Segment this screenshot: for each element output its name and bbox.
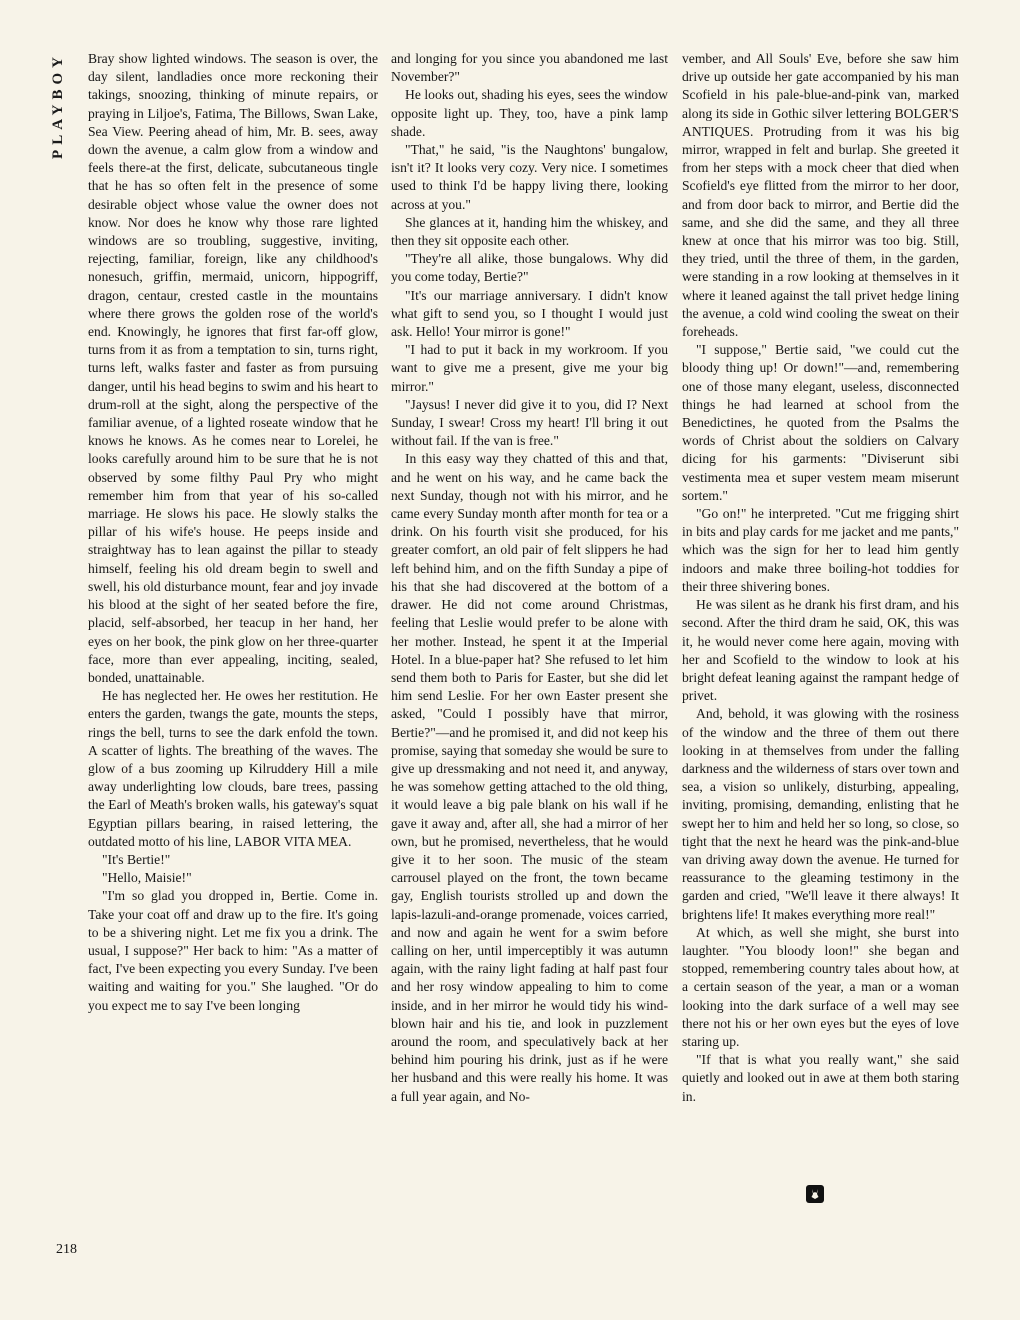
paragraph: "Go on!" he interpreted. "Cut me frigging shirt in bits and play cards for me jacket and me pants," which was the sign for her to lead him gently indoors and make three boiling-hot toddies for their three shivering bones. [682, 506, 959, 594]
paragraph: "They're all alike, those bungalows. Why did you come today, Bertie?" [391, 251, 668, 285]
paragraph: "It's our marriage anniversary. I didn't know what gift to send you, so I thought I would just ask. Hello! Your mirror is gone!" [391, 287, 668, 340]
paragraph: He looks out, shading his eyes, sees the window opposite light up. They, too, have a pink lamp shade. [391, 87, 668, 139]
paragraph: "I had to put it back in my workroom. If you want to give me a present, give me your big mirror." [391, 342, 668, 394]
magazine-name-vertical: PLAYBOY [50, 52, 66, 159]
paragraph: "I suppose," Bertie said, "we could cut the bloody thing up! Or down!"—and, remembering one of those many elegant, useless, disconnected things he had learned at school from the Benedictines, he quoted from the Psalms the words of Christ about the soldiers on Calvary dicing for his garments: "Diviserunt sibi vestimenta mea et super vestem meam miserunt sortem." [682, 342, 959, 503]
paragraph: "That," he said, "is the Naughtons' bungalow, isn't it? It looks very cozy. Very nice. I sometimes used to think I'd be happy living there, looking across at you." [391, 142, 668, 212]
paragraph: "Hello, Maisie!" [102, 870, 192, 886]
paragraph: "I'm so glad you dropped in, Bertie. Come in. Take your coat off and draw up to the fire. It's going to be a shivering night. Let me fix you a drink. The usual, I suppose?" Her back to him: "As a matter of fact, I've been expecting you every Sunday. I've been waiting and waiting for you." She laughed. "Or do you expect me to say I've been longing [88, 888, 378, 1013]
paragraph: She glances at it, handing him the whiskey, and then they sit opposite each other. [391, 214, 668, 249]
paragraph: vember, and All Souls' Eve, before she saw him drive up outside her gate accompanied by his man Scofield in his pale-blue-and-pink van, marked along its side in Gothic silver lettering BOLGER'S ANTIQUES. Protruding from it was his big mirror, wrapped in felt and burlap. She greeted it from her steps with a mock cheer that died when Scofield's eye flitted from the mirror to her door, and from door back to mirror, and Bertie did the same, and she did the same, and they all three knew at once that his mirror was too big. Still, they tried, until the three of them, in the garden, were standing in a row looking at themselves in it where it leaned against the tall privet hedge lining the avenue, a cold wind cooling the sweat on their foreheads. [682, 51, 959, 340]
paragraph: He was silent as he drank his first dram, and his second. After the third dram he said, OK, this was it, he would never come here again, moving with her and Scofield to the window to look at his bright defeat leaning against the rampant hedge of privet. [682, 597, 959, 704]
paragraph: "If that is what you really want," she said quietly and looked out in awe at them both staring in. [682, 1052, 959, 1104]
page-number: 218 [56, 1242, 77, 1257]
paragraph: And, behold, it was glowing with the rosiness of the window and the three of them out there looking in at themselves from under the falling darkness and the wilderness of stars over town and sea, a vision so unlikely, disturbing, appealing, inviting, promising, demanding, enlisting that he swept her to him and held her so long, so close, so tight that the next he heard was the pink-and-blue van driving away down the avenue. He turned for reassurance to the gleaming testimony in the garden and cried, "We'll leave it there always! It brightens life! It makes everything more real!" [682, 706, 959, 922]
paragraph: At which, as well she might, she burst into laughter. "You bloody loon!" she began and stopped, remembering country tales about how, at a certain season of the year, a man or a woman looking into the dark surface of a well may see there not his or her own eyes but the eyes of love staring up. [682, 924, 959, 1049]
paragraph: In this easy way they chatted of this and that, and he went on his way, and he came back the next Sunday, though not with his mirror, and he came every Sunday month after month for tea or a drink. On his fourth visit she produced, for his greater comfort, an old pair of felt slippers he had left behind him, and on the fifth Sunday a pipe of his that she had discovered at the bottom of a drawer. He did not come around Christmas, feeling that Leslie would prefer to be alone with her mother. Instead, he spent it at the Imperial Hotel. In a blue-paper hat? She refused to let him send them both to Paris for Easter, but she did let him send Leslie. For her own Easter present she asked, "Could I possibly have that mirror, Bertie?"—and he promised it, and did not keep his promise, saying that someday she would be sure to give up dressmaking and not need it, and anyway, he was somehow getting attached to the old thing, it would leave a big pale blank on his wall if he gave it away and, after all, she had a mirror of her own, but he promised, nevertheless, that he would give it to her soon. The music of the steam carrousel played on the front, the town became gay, English tourists strolled up and down the lapis-lazuli-and-orange promenade, voices carried, and now and again he went for a swim before calling on her, until imperceptibly it was autumn again, with the rainy light fading at half past four and her rosy window appealing to him to come inside, and in her mirror he would tidy his wind-blown hair and his tie, and look in puzzlement around the room, and speculatively back at her behind him pouring his drink, just as if he were her husband and this were really his home. It was a full year again, and No- [391, 451, 668, 1104]
text-column-1 [88, 50, 378, 1260]
playboy-bunny-icon [806, 1185, 824, 1203]
paragraph: He has neglected her. He owes her restitution. He enters the garden, twangs the gate, mounts the steps, rings the bell, turns to see the dark enfold the town. A scatter of lights. The breathing of the waves. The glow of a bus zooming up Kilruddery Hill a mile away underlighting low clouds, bare trees, passing the Earl of Meath's broken walls, his gateway's squat Egyptian pillars bearing, in raised lettering, the outdated motto of his line, LABOR VITA MEA. [88, 688, 378, 849]
paragraph: "It's Bertie!" [102, 851, 171, 867]
paragraph: Bray show lighted windows. The season is over, the day silent, landladies once more reckoning their takings, snoozing, thinking of minute repairs, or praying in Liljoe's, Fatima, The Billows, Swan Lake, Sea View. Peering ahead of him, Mr. B. sees, away down the avenue, a calm glow from a window and feels there-at the first, delicate, subcutaneous tingle that he has so often felt in the presence of some desirable object whose value the owner does not know. Nor does he know why those rare lighted windows are so troubling, suggestive, inviting, rejecting, familiar, foreign, like any childhood's nonesuch, griffin, mermaid, unicorn, hippogriff, dragon, centaur, crested castle in the mountains where there grows the golden rose of the world's end. Knowingly, he ignores that first far-off glow, turns from it as from a temptation to sin, turns right, turns left, walks faster and faster as from pursuing danger, until his head begins to swim and his heart to drum-roll at the sight, along the perspective of the familiar avenue, of a lighted roseate window that he knows he knows. As he comes near to Lorelei, he looks carefully around him to be sure that he is not observed by some filthy Paul Pry who might remember him from that year of his so-called marriage. He slows his pace. He slowly stalks the pillar of his wife's house. He peeps inside and straightway has to lean against the pillar to steady himself, feeling his old dream begin to swell and swell, his old disturbance mount, fear and joy invade his blood at the sight of her seated before the fire, placid, self-absorbed, her teacup in her hand, her eyes on her book, the pink glow on her three-quarter face, more than ever appealing, inciting, sealed, bonded, unattainable. [88, 51, 378, 685]
paragraph: and longing for you since you abandoned me last November?" [391, 51, 668, 85]
paragraph: "Jaysus! I never did give it to you, did I? Next Sunday, I swear! Cross my heart! I'll bring it out without fail. If the van is free." [391, 396, 668, 449]
text-column-2 [391, 50, 668, 1260]
text-column-3 [682, 50, 959, 1175]
